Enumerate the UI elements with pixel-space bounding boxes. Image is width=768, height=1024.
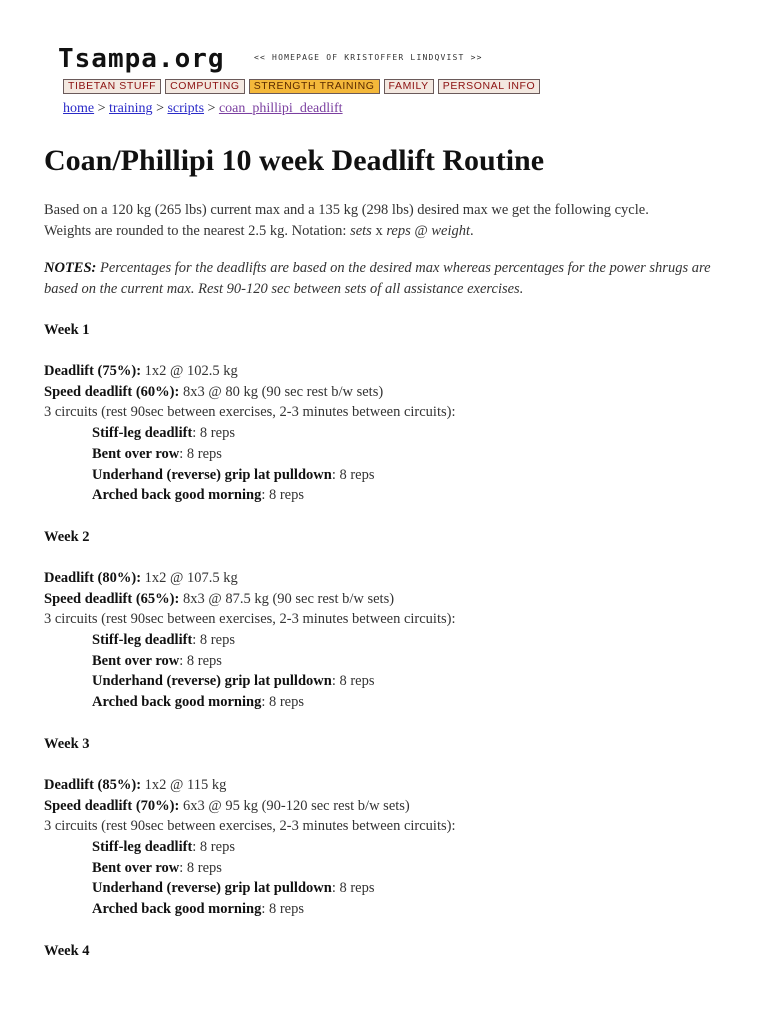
speed-deadlift-label: Speed deadlift (60%): [44,383,180,400]
intro-line-2-prefix: Weights are rounded to the nearest 2.5 kg. Notation: [44,222,351,239]
speed-deadlift-line [44,382,734,403]
exercise-line [44,465,734,486]
site-logo[interactable]: Tsampa.org [58,44,225,74]
deadlift-label: Deadlift (75%): [44,363,142,379]
exercise-name: Bent over row [92,652,180,669]
intro-paragraph [44,200,734,241]
notation-weight: weight [431,222,471,239]
exercise-line [44,671,734,692]
speed-deadlift-value: 6x3 @ 95 kg (90-120 sec rest b/w sets) [179,797,410,814]
exercise-name: Bent over row [92,445,180,462]
notation-end: . [470,222,474,239]
exercise-line [44,858,734,879]
exercise-line [44,692,734,713]
deadlift-value: 1x2 @ 115 kg [141,776,227,793]
intro-line-1: Based on a 120 kg (265 lbs) current max and a 135 kg (298 lbs) desired max we get the following cycle. [44,202,649,218]
site-header [58,40,758,120]
exercise-name: Stiff-leg deadlift [92,632,193,649]
nav-tibetan-stuff[interactable]: TIBETAN STUFF [63,79,161,94]
exercise-reps: : 8 reps [179,652,222,669]
speed-deadlift-label: Speed deadlift (70%): [44,797,180,814]
exercise-reps: : 8 reps [331,466,375,483]
week-3-title: Week 3 [44,735,90,752]
exercise-line [44,651,734,672]
exercise-line [44,899,734,920]
speed-deadlift-value: 8x3 @ 80 kg (90 sec rest b/w sets) [179,383,384,400]
nav-strength-training[interactable]: STRENGTH TRAINING [249,79,380,94]
nav-family[interactable]: FAMILY [384,79,434,94]
exercise-reps: : 8 reps [261,901,305,918]
exercise-reps: : 8 reps [261,487,305,504]
speed-deadlift-label: Speed deadlift (65%): [44,590,180,607]
week-1-body [44,361,734,506]
exercise-name: Arched back good morning [92,901,262,918]
speed-deadlift-line [44,589,734,610]
page-title: Coan/Phillipi 10 week Deadlift Routine [44,144,545,177]
exercise-reps: : 8 reps [179,859,222,876]
speed-deadlift-line [44,796,734,817]
speed-deadlift-value: 8x3 @ 87.5 kg (90 sec rest b/w sets) [179,590,395,607]
notes-label: NOTES: [44,260,97,276]
exercise-name: Stiff-leg deadlift [92,425,193,442]
exercise-reps: : 8 reps [179,445,222,462]
exercise-name: Underhand (reverse) grip lat pulldown [92,466,332,483]
main-nav [63,79,540,94]
circuits-line: 3 circuits (rest 90sec between exercises, 2-3 minutes between circuits): [44,404,456,421]
exercise-reps: : 8 reps [192,838,235,855]
exercise-reps: : 8 reps [331,880,375,897]
deadlift-label: Deadlift (85%): [44,776,142,793]
deadlift-line [44,361,734,382]
exercise-name: Underhand (reverse) grip lat pulldown [92,673,332,690]
week-2-title: Week 2 [44,528,90,545]
deadlift-line [44,775,734,796]
deadlift-value: 1x2 @ 102.5 kg [141,363,238,379]
circuits-line: 3 circuits (rest 90sec between exercises, 2-3 minutes between circuits): [44,818,456,835]
nav-computing[interactable]: COMPUTING [165,79,245,94]
exercise-line [44,630,734,651]
week-4-title: Week 4 [44,942,90,959]
breadcrumb-training[interactable]: training [109,101,153,116]
deadlift-label: Deadlift (80%): [44,569,142,586]
breadcrumb [63,101,343,117]
nav-personal-info[interactable]: PERSONAL INFO [438,79,541,94]
exercise-line [44,485,734,506]
main-content [44,142,734,961]
breadcrumb-current-page[interactable]: coan_phillipi_deadlift [218,101,343,116]
exercise-name: Arched back good morning [92,487,262,504]
exercise-reps: : 8 reps [192,632,235,649]
deadlift-value: 1x2 @ 107.5 kg [141,569,238,586]
week-2-body [44,568,734,713]
exercise-line [44,423,734,444]
exercise-line [44,837,734,858]
breadcrumb-separator: > [94,101,110,116]
week-1-title: Week 1 [44,322,90,338]
exercise-name: Stiff-leg deadlift [92,838,193,855]
breadcrumb-separator: > [152,101,168,116]
breadcrumb-home[interactable]: home [63,101,95,116]
notation-at: @ [410,222,432,239]
notation-x: x [371,222,387,239]
circuits-line: 3 circuits (rest 90sec between exercises, 2-3 minutes between circuits): [44,611,456,628]
notation-reps: reps [386,222,411,239]
notes-text: Percentages for the deadlifts are based on the desired max whereas percentages for the power shrugs are based on the current max. Rest 90-120 sec between sets of all assistance exercises. [44,260,711,297]
breadcrumb-separator: > [204,101,219,116]
exercise-name: Arched back good morning [92,694,262,711]
exercise-name: Underhand (reverse) grip lat pulldown [92,880,332,897]
notation-sets: sets [350,222,372,239]
week-3-body [44,775,734,920]
deadlift-line [44,568,734,589]
notes-paragraph [44,258,734,299]
exercise-line [44,878,734,899]
site-tagline: << HOMEPAGE OF KRISTOFFER LINDQVIST >> [254,53,483,62]
exercise-reps: : 8 reps [261,694,305,711]
exercise-reps: : 8 reps [192,425,235,442]
breadcrumb-scripts[interactable]: scripts [167,101,205,116]
exercise-reps: : 8 reps [331,673,375,690]
exercise-name: Bent over row [92,859,180,876]
exercise-line [44,444,734,465]
